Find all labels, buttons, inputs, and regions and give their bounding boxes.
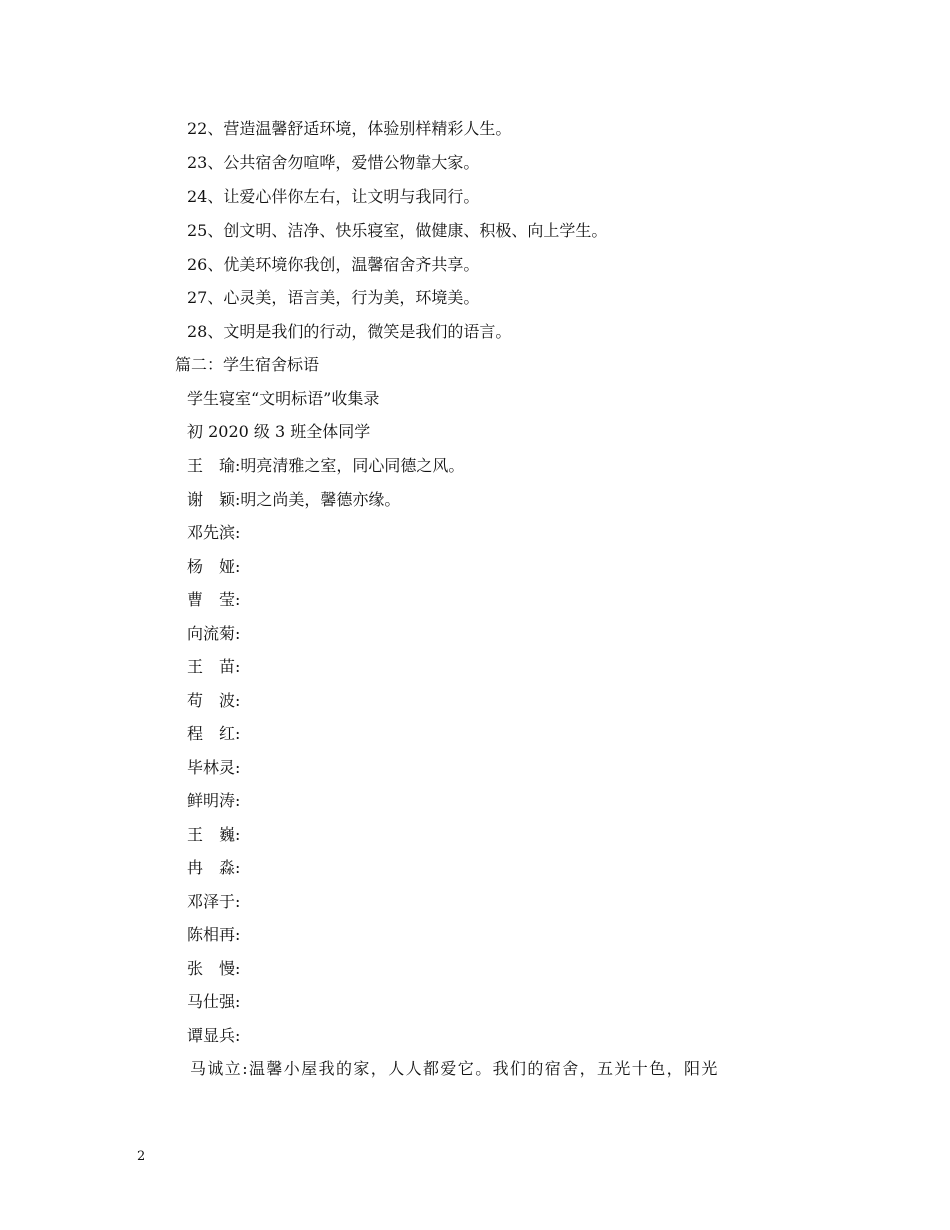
slogan-22: 22、营造温馨舒适环境，体验别样精彩人生。 <box>187 119 512 138</box>
slogan-27: 27、心灵美，语言美，行为美，环境美。 <box>187 288 480 307</box>
student-entry: 杨 娅: <box>187 557 241 576</box>
student-entry: 马仕强: <box>187 992 241 1011</box>
student-entry: 冉 淼: <box>187 858 241 877</box>
student-entry: 陈相再: <box>187 925 241 944</box>
slogan-24: 24、让爱心伴你左右，让文明与我同行。 <box>187 187 480 206</box>
student-entry: 曹 莹: <box>187 590 241 609</box>
student-entry-last: 马诚立:温馨小屋我的家，人人都爱它。我们的宿舍，五光十色，阳光 <box>190 1059 719 1078</box>
slogan-26: 26、优美环境你我创，温馨宿舍齐共享。 <box>187 255 480 274</box>
section-heading: 篇二：学生宿舍标语 <box>175 355 320 374</box>
student-entry: 邓先滨: <box>187 523 241 542</box>
student-entry: 苟 波: <box>187 691 241 710</box>
student-entry: 张 慢: <box>187 959 241 978</box>
page-number: 2 <box>137 1149 146 1164</box>
slogan-23: 23、公共宿舍勿喧哗，爱惜公物靠大家。 <box>187 153 480 172</box>
collection-title: 学生寝室“文明标语”收集录 <box>187 389 380 408</box>
student-entry: 毕林灵: <box>187 758 241 777</box>
student-entry: 王 苗: <box>187 657 241 676</box>
student-entry: 王 巍: <box>187 825 241 844</box>
student-entry: 程 红: <box>187 724 241 743</box>
student-entry: 鲜明涛: <box>187 791 241 810</box>
student-entry: 王 瑜:明亮清雅之室，同心同德之风。 <box>187 456 465 475</box>
class-line: 初 2020 级 3 班全体同学 <box>187 422 371 441</box>
slogan-25: 25、创文明、洁净、快乐寝室，做健康、积极、向上学生。 <box>187 221 608 240</box>
student-entry: 邓泽于: <box>187 892 241 911</box>
student-entry: 向流菊: <box>187 624 241 643</box>
student-entry: 谢 颖:明之尚美，馨德亦缘。 <box>187 490 401 509</box>
slogan-28: 28、文明是我们的行动，微笑是我们的语言。 <box>187 322 512 341</box>
student-entry: 谭显兵: <box>187 1026 241 1045</box>
